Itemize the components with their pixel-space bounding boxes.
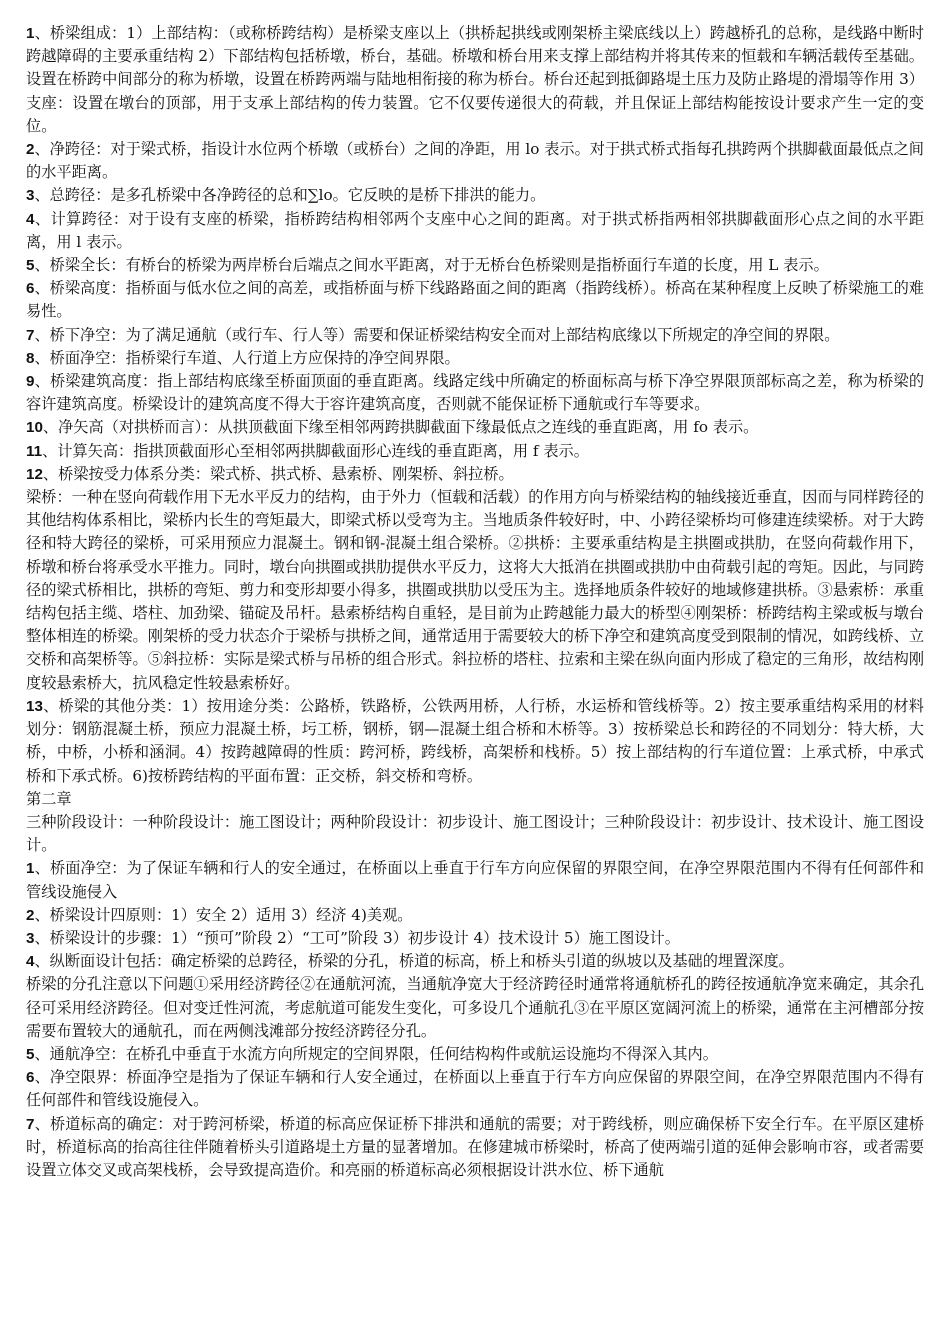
paragraph-deck-elevation: [26, 1113, 924, 1183]
paragraph-text: 、通航净空：在桥孔中垂直于水流方向所规定的空间界限，任何结构构件或航运设施均不得深入其内。: [34, 1044, 718, 1063]
paragraph-text: 、桥下净空：为了满足通航（或行车、行人等）需要和保证桥梁结构安全而对上部结构底缘以下所规定的净空间的界限。: [34, 325, 840, 344]
paragraph-bridge-types-detail: [26, 486, 924, 695]
paragraph-profile-design: [26, 950, 924, 973]
item-number: 4: [26, 210, 35, 228]
paragraph-other-classification: [26, 695, 924, 788]
item-number: 2: [26, 141, 35, 159]
paragraph-bridge-composition: [26, 22, 924, 138]
paragraph-text: 、净空限界：桥面净空是指为了保证车辆和行人安全通过，在桥面以上垂直于行车方向应保留的界限空间，在净空界限范围内不得有任何部件和管线设施侵入。: [26, 1068, 924, 1110]
paragraph-text: 、桥梁高度：指桥面与低水位之间的高差，或指桥面与桥下线路路面之间的距离（指跨线桥）。桥高在某种程度上反映了桥梁施工的难易性。: [26, 279, 924, 321]
item-number: 9: [26, 373, 35, 391]
paragraph-design-steps: [26, 927, 924, 950]
paragraph-text: 、桥梁的其他分类：1）按用途分类：公路桥，铁路桥，公铁两用桥，人行桥，水运桥和管线桥等。2）按主要承重结构采用的材料划分：钢筋混凝土桥，预应力混凝土桥，圬工桥，钢桥，钢—混凝土组合桥和木桥等。3）按桥梁总长和跨径的不同划分：特大桥，大桥，中桥，小桥和涵洞。4）按跨越障碍的性质：跨河桥，跨线桥，高架桥和栈桥。5）按上部结构的行车道位置：上承式桥，中承式桥和下承式桥。6)按桥跨结构的平面布置：正交桥，斜交桥和弯桥。: [26, 696, 924, 785]
paragraph-bridge-height: [26, 277, 924, 323]
paragraph-text: 、桥梁建筑高度：指上部结构底缘至桥面顶面的垂直距离。线路定线中所确定的桥面标高与桥下净空界限顶部标高之差，称为桥梁的容许建筑高度。桥梁设计的建筑高度不得大于容许建筑高度，否则就不能保证桥下通航或行车等要求。: [26, 372, 924, 414]
paragraph-design-principles: [26, 904, 924, 927]
chapter-heading: [26, 788, 924, 811]
paragraph-text: 、纵断面设计包括：确定桥梁的总跨径，桥梁的分孔，桥道的标高，桥上和桥头引道的纵坡以及基础的埋置深度。: [34, 952, 794, 971]
item-number: 4: [26, 953, 35, 971]
paragraph-text: 、桥道标高的确定：对于跨河桥梁，桥道的标高应保证桥下排洪和通航的需要；对于跨线桥，则应确保桥下安全行车。在平原区建桥时，桥道标高的抬高往往伴随着桥头引道路堤土方量的显著增加。在修建城市桥梁时，桥高了使两端引道的延伸会影响市容，或者需要设置立体交叉或高架栈桥，会导致提高造价。和亮丽的桥道标高必须根据设计洪水位、桥下通航: [26, 1114, 924, 1179]
paragraph-calculated-rise: [26, 440, 924, 463]
paragraph-net-rise: [26, 416, 924, 439]
item-number: 1: [26, 860, 35, 878]
item-number: 8: [26, 349, 35, 367]
item-number: 7: [26, 1115, 35, 1133]
item-number: 7: [26, 326, 35, 344]
paragraph-clearance-limit: [26, 1066, 924, 1112]
paragraph-deck-clearance-2: [26, 857, 924, 903]
paragraph-text: 、桥梁按受力体系分类：梁式桥、拱式桥、悬索桥、刚架桥、斜拉桥。: [42, 464, 514, 483]
paragraph-clear-span: [26, 138, 924, 184]
paragraph-text: 三种阶段设计：一种阶段设计：施工图设计；两种阶段设计：初步设计、施工图设计；三种阶段设计：初步设计、技术设计、施工图设计。: [26, 812, 924, 855]
paragraph-text: 、桥面净空：为了保证车辆和行人的安全通过，在桥面以上垂直于行车方向应保留的界限空间，在净空界限范围内不得有任何部件和管线设施侵入: [26, 859, 924, 901]
paragraph-text: 、桥梁全长：有桥台的桥梁为两岸桥台后端点之间水平距离，对于无桥台色桥梁则是指桥面行车道的长度，用 L 表示。: [34, 256, 829, 275]
paragraph-text: 桥梁的分孔注意以下问题①采用经济跨径②在通航河流，当通航净宽大于经济跨径时通常将通航桥孔的跨径按通航净宽来确定，其余孔径可采用经济跨径。但对变迁性河流，考虑航道可能发生变化，可多设几个通航孔③在平原区宽阔河流上的桥梁，通常在主河槽部分按需要布置较大的通航孔，而在两侧浅滩部分按经济跨径分孔。: [26, 975, 924, 1040]
paragraph-bridge-length: [26, 254, 924, 277]
paragraph-text: 梁桥：一种在竖向荷载作用下无水平反力的结构，由于外力（恒载和活载）的作用方向与桥梁结构的轴线接近垂直，因而与同样跨径的其他结构体系相比，梁桥内长生的弯矩最大，即梁式桥以受弯为主。当地质条件较好时，中、小跨径梁桥均可修建连续梁桥。对于大跨径和特大跨径的梁桥，可采用预应力混凝土。钢和钢-混凝土组合梁桥。②拱桥：主要承重结构是主拱圈或拱肋，在竖向荷载作用下，桥墩和桥台将承受水平推力。同时，墩台向拱圈或拱肋提供水平反力，这将大大抵消在拱圈或拱肋中由荷载引起的弯矩。因此，与同跨径的梁式桥相比，拱桥的弯矩、剪力和变形却要小得多，拱圈或拱肋以受压为主。选择地质条件较好的地域修建拱桥。③悬索桥：承重结构包括主缆、塔柱、加劲梁、锚碇及吊杆。悬索桥结构自重轻，是目前为止跨越能力最大的桥型④刚架桥：桥跨结构主梁或板与墩台整体相连的桥梁。刚架桥的受力状态介于梁桥与拱桥之间，通常适用于需要较大的桥下净空和建筑高度受到限制的情况，如跨线桥、立交桥和高架桥等。⑤斜拉桥：实际是梁式桥与吊桥的组合形式。斜拉桥的塔柱、拉索和主梁在纵向面内形成了稳定的三角形，故结构刚度较悬索桥大，抗风稳定性较悬索桥好。: [26, 488, 924, 692]
item-number: 12: [26, 465, 43, 483]
paragraph-calculated-span: [26, 208, 924, 254]
item-number: 5: [26, 257, 35, 275]
paragraph-design-stages: [26, 811, 924, 857]
paragraph-text: 、净矢高（对拱桥而言）：从拱顶截面下缘至相邻两跨拱脚截面下缘最低点之连线的垂直距离，用 fo 表示。: [42, 418, 759, 437]
item-number: 3: [26, 187, 35, 205]
paragraph-text: 、桥梁设计的步骤：1）“预可”阶段 2）“工可”阶段 3）初步设计 4）技术设计 5）施工图设计。: [34, 928, 680, 947]
paragraph-text: 、计算跨径：对于设有支座的桥梁，指桥跨结构相邻两个支座中心之间的距离。对于拱式桥指两相邻拱脚截面形心点之间的水平距离，用 l 表示。: [26, 209, 924, 251]
paragraph-building-height: [26, 370, 924, 416]
paragraph-text: 、净跨径：对于梁式桥，指设计水位两个桥墩（或桥台）之间的净距，用 lo 表示。对于拱式桥式指每孔拱跨两个拱脚截面最低点之间的水平距离。: [26, 140, 924, 182]
paragraph-structural-classification: [26, 463, 924, 486]
item-number: 13: [26, 697, 43, 715]
paragraph-text: 、计算矢高：指拱顶截面形心至相邻两拱脚截面形心连线的垂直距离，用 f 表示。: [42, 441, 589, 460]
paragraph-total-span: [26, 184, 924, 207]
paragraph-text: 、桥梁组成：1）上部结构：（或称桥跨结构）是桥梁支座以上（拱桥起拱线或刚架桥主梁底线以上）跨越桥孔的总称，是线路中断时跨越障碍的主要承重结构 2）下部结构包括桥墩，桥台，基础。桥墩和桥台用来支撑上部结构并将其传来的恒载和车辆活载传至基础。设置在桥跨中间部分的称为桥墩，设置在桥跨两端与陆地相衔接的称为桥台。桥台还起到抵御路堤土压力及防止路堤的滑塌等作用 3）支座：设置在墩台的顶部，用于支承上部结构的传力装置。它不仅要传递很大的荷载，并且保证上部结构能按设计要求产生一定的变位。: [26, 24, 924, 135]
item-number: 5: [26, 1045, 35, 1063]
item-number: 11: [26, 442, 43, 460]
paragraph-deck-clearance: [26, 347, 924, 370]
paragraph-text: 第二章: [26, 789, 72, 808]
item-number: 10: [26, 419, 43, 437]
paragraph-span-division: [26, 973, 924, 1043]
item-number: 3: [26, 929, 35, 947]
paragraph-under-clearance: [26, 324, 924, 347]
paragraph-text: 、总跨径：是多孔桥梁中各净跨径的总和∑lo。它反映的是桥下排洪的能力。: [34, 186, 546, 205]
item-number: 6: [26, 280, 35, 298]
item-number: 6: [26, 1069, 35, 1087]
paragraph-text: 、桥梁设计四原则：1）安全 2）适用 3）经济 4)美观。: [34, 905, 413, 924]
paragraph-navigation-clearance: [26, 1043, 924, 1066]
paragraph-text: 、桥面净空：指桥梁行车道、人行道上方应保持的净空间界限。: [34, 348, 460, 367]
item-number: 1: [26, 25, 35, 42]
item-number: 2: [26, 906, 35, 924]
